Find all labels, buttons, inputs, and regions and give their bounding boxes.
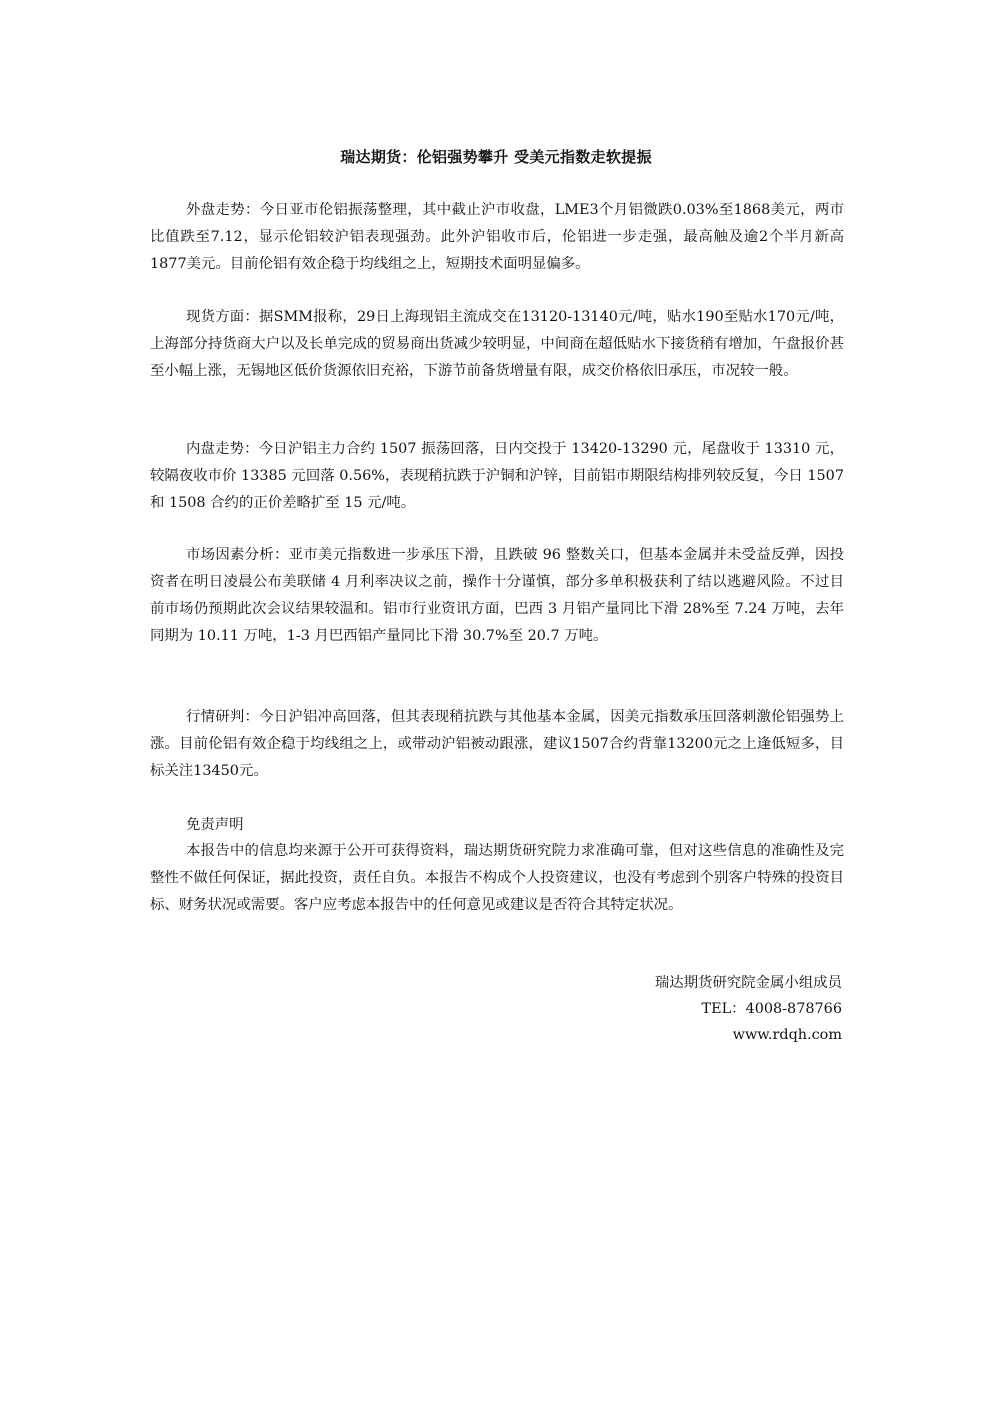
signature-website: www.rdqh.com	[732, 1027, 842, 1043]
paragraph-outlook: 行情研判：今日沪铝冲高回落，但其表现稍抗跌与其他基本金属，因美元指数承压回落刺激伦铝强势上涨。目前伦铝有效企稳于均线组之上，或带动沪铝被动跟涨，建议1507合约背靠13200元之上逢低短多，目标关注13450元。	[150, 709, 844, 779]
disclaimer-heading: 免责声明	[186, 817, 244, 833]
signature-tel: TEL：4008-878766	[701, 1001, 842, 1017]
paragraph-spot-market: 现货方面：据SMM报称，29日上海现铝主流成交在13120-13140元/吨，贴水190至贴水170元/吨，上海部分持货商大户以及长单完成的贸易商出货减少较明显，中间商在超低贴水下接货稍有增加，午盘报价甚至小幅上涨，无锡地区低价货源依旧充裕，下游节前备货增量有限，成交价格依旧承压，市况较一般。	[150, 309, 844, 379]
signature-org: 瑞达期货研究院金属小组成员	[654, 975, 842, 991]
paragraph-overseas-market: 外盘走势：今日亚市伦铝振荡整理，其中截止沪市收盘，LME3个月铝微跌0.03%至1868美元，两市比值跌至7.12，显示伦铝较沪铝表现强劲。此外沪铝收市后，伦铝进一步走强，最高触及逾2个半月新高1877美元。目前伦铝有效企稳于均线组之上，短期技术面明显偏多。	[150, 202, 844, 272]
paragraph-domestic-market: 内盘走势：今日沪铝主力合约 1507 振荡回落，日内交投于 13420-13290 元，尾盘收于 13310 元，较隔夜收市价 13385 元回落 0.56%，表现稍抗跌于沪铜和沪锌，目前铝市期限结构排列较反复，今日 1507 和 1508 合约的正价差略扩至 15 元/吨。	[150, 441, 844, 511]
document-title: 瑞达期货：伦铝强势攀升 受美元指数走软提振	[340, 148, 652, 166]
paragraph-market-factors: 市场因素分析：亚市美元指数进一步承压下滑，且跌破 96 整数关口，但基本金属并未受益反弹，因投资者在明日凌晨公布美联储 4 月利率决议之前，操作十分谨慎，部分多单积极获利了结以逃避风险。不过目前市场仍预期此次会议结果较温和。铝市行业资讯方面，巴西 3 月铝产量同比下滑 28%至 7.24 万吨，去年同期为 10.11 万吨，1-3 月巴西铝产量同比下滑 30.7%至 20.7 万吨。	[150, 547, 844, 644]
disclaimer-body: 本报告中的信息均来源于公开可获得资料，瑞达期货研究院力求准确可靠，但对这些信息的准确性及完整性不做任何保证，据此投资，责任自负。本报告不构成个人投资建议，也没有考虑到个别客户特殊的投资目标、财务状况或需要。客户应考虑本报告中的任何意见或建议是否符合其特定状况。	[150, 843, 844, 913]
